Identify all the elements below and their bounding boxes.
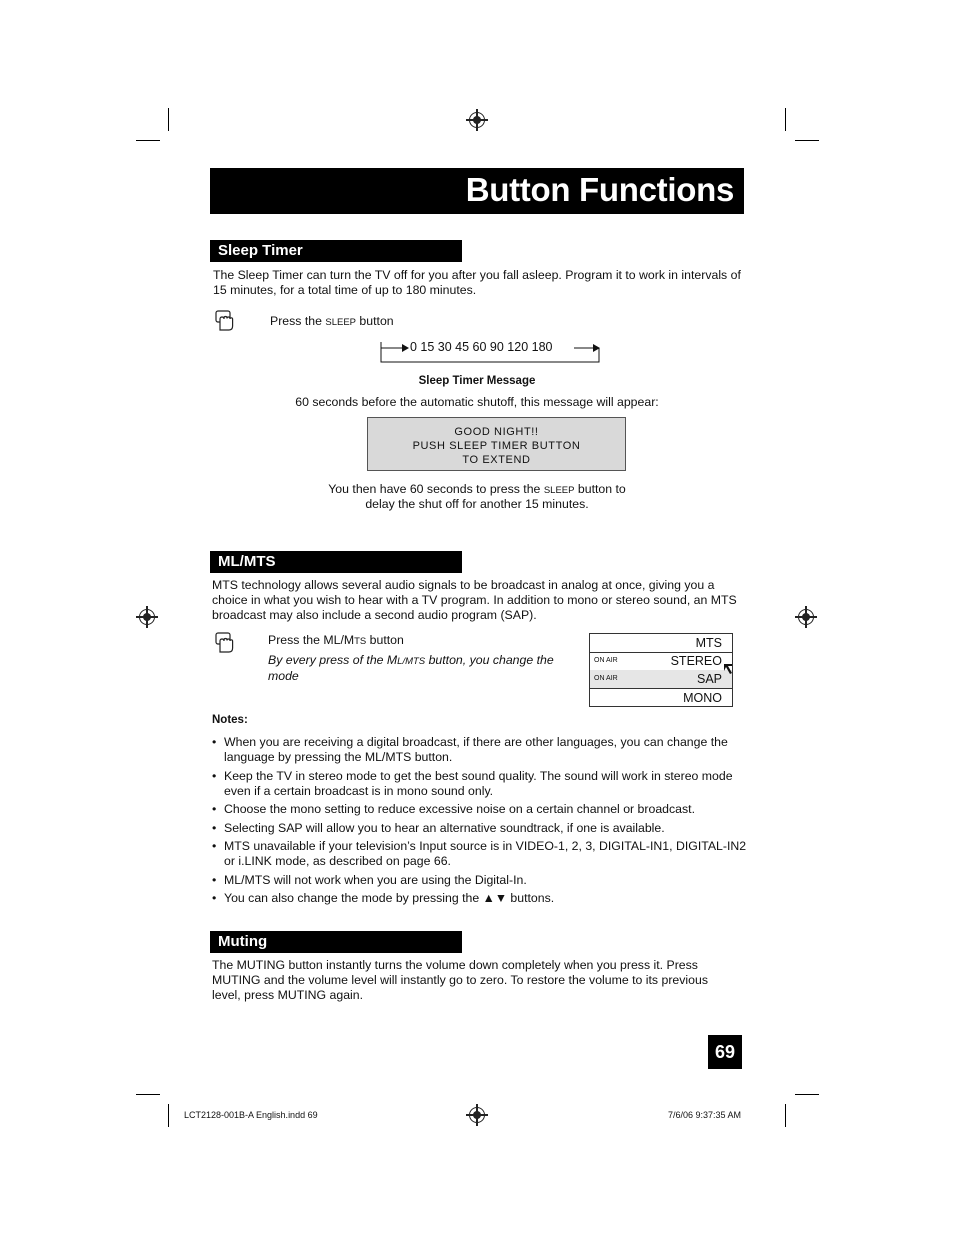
cursor-pointer-icon <box>723 663 733 675</box>
mts-row-stereo <box>590 652 732 670</box>
mts-italic-note <box>268 653 573 684</box>
sleep-message-heading: Sleep Timer Message <box>418 375 536 387</box>
text: By every press of the M <box>268 653 398 667</box>
text: Press the <box>270 314 326 328</box>
mts-box-header-label: MTS <box>695 636 722 650</box>
note-item: • When you are receiving a digital broadcast, if there are other languages, you can change the language by pressing the ML/MTS button. <box>212 735 752 765</box>
note-item: • Selecting SAP will allow you to hear an alternative soundtrack, if one is available. <box>212 821 752 836</box>
sleep-press-instruction <box>270 314 394 330</box>
on-air-label: ON AIR <box>594 657 618 664</box>
page-title-bar <box>210 168 744 214</box>
mts-option-label: MONO <box>683 691 722 705</box>
crop-mark <box>168 108 169 131</box>
text: button to <box>574 482 626 496</box>
section-heading-sleep-timer: Sleep Timer <box>210 240 462 262</box>
mts-intro: MTS technology allows several audio signals to be broadcast in analog at once, giving you a choice in what you wish to hear with a TV program. In addition to mono or stereo sound, an MTS broadcast may also include a second audio program (SAP). <box>212 578 737 622</box>
page-title: Button Functions <box>465 171 734 208</box>
text: button, you change the mode <box>268 653 554 683</box>
footer-date: 7/6/06 9:37:35 AM <box>668 1110 742 1120</box>
registration-mark-icon <box>139 609 155 625</box>
crop-mark <box>795 140 819 141</box>
crop-mark <box>785 108 786 131</box>
mts-button-name: TS <box>354 636 367 647</box>
sleep-message-box <box>367 417 626 471</box>
sleep-after-text-line2: delay the shut off for another 15 minutes. <box>365 497 589 511</box>
message-line: GOOD NIGHT!! <box>454 426 539 438</box>
note-item: • Choose the mono setting to reduce excessive noise on a certain channel or broadcast. <box>212 802 752 817</box>
crop-mark <box>168 1104 169 1127</box>
section-heading-muting: Muting <box>210 931 462 953</box>
footer-file-info: LCT2128-001B-A English.indd 69 <box>184 1110 318 1120</box>
sleep-sequence: 0 15 30 45 60 90 120 180 <box>410 340 553 354</box>
registration-mark-icon <box>469 1107 485 1123</box>
mts-press-instruction <box>268 633 404 649</box>
mts-row-sap <box>590 670 732 688</box>
note-item: • You can also change the mode by pressing the ▲▼ buttons. <box>212 891 752 906</box>
notes-heading: Notes: <box>212 714 248 726</box>
sleep-intro: The Sleep Timer can turn the TV off for you after you fall asleep. Program it to work in intervals of 15 minutes, for a total time of up to 180 minutes. <box>213 268 741 297</box>
muting-text: The MUTING button instantly turns the volume down completely when you press it. Press MUTING and the volume level will instantly go to zero. To restore the volume to its previous level, press MUTING again. <box>212 958 708 1002</box>
hand-press-icon <box>215 310 235 332</box>
message-line: TO EXTEND <box>462 454 531 466</box>
on-air-label: ON AIR <box>594 675 618 682</box>
mts-row-mono <box>590 688 732 707</box>
text: Press the ML/M <box>268 633 355 647</box>
note-item: • MTS unavailable if your television’s Input source is in VIDEO-1, 2, 3, DIGITAL-IN1, DIGITAL-IN2 or i.LINK mode, as described on page 66. <box>212 839 752 869</box>
mts-box-header <box>590 634 732 653</box>
notes-list <box>212 735 752 910</box>
hand-press-icon <box>215 632 235 654</box>
sleep-message-intro: 60 seconds before the automatic shutoff, this message will appear: <box>295 395 659 409</box>
note-item: • ML/MTS will not work when you are using the Digital-In. <box>212 873 752 888</box>
registration-mark-icon <box>469 112 485 128</box>
crop-mark <box>795 1094 819 1095</box>
sleep-button-name: SLEEP <box>543 485 575 496</box>
mts-mode-box <box>589 633 733 707</box>
text: You then have 60 seconds to press the <box>328 482 544 496</box>
mts-option-label: STEREO <box>670 654 722 668</box>
registration-mark-icon <box>798 609 814 625</box>
crop-mark <box>136 1094 160 1095</box>
mts-button-name: L/MTS <box>397 656 426 667</box>
text: button <box>366 633 404 647</box>
crop-mark <box>136 140 160 141</box>
text: button <box>356 314 394 328</box>
note-item: • Keep the TV in stereo mode to get the best sound quality. The sound will work in stereo mode even if a certain broadcast is in mono sound only. <box>212 769 752 799</box>
mts-option-label: SAP <box>696 672 722 686</box>
sleep-after-text <box>0 482 954 498</box>
sleep-button-name: SLEEP <box>325 317 357 328</box>
page-number: 69 <box>708 1035 742 1069</box>
crop-mark <box>785 1104 786 1127</box>
section-heading-ml-mts: ML/MTS <box>210 551 462 573</box>
message-line: PUSH SLEEP TIMER BUTTON <box>412 440 581 452</box>
